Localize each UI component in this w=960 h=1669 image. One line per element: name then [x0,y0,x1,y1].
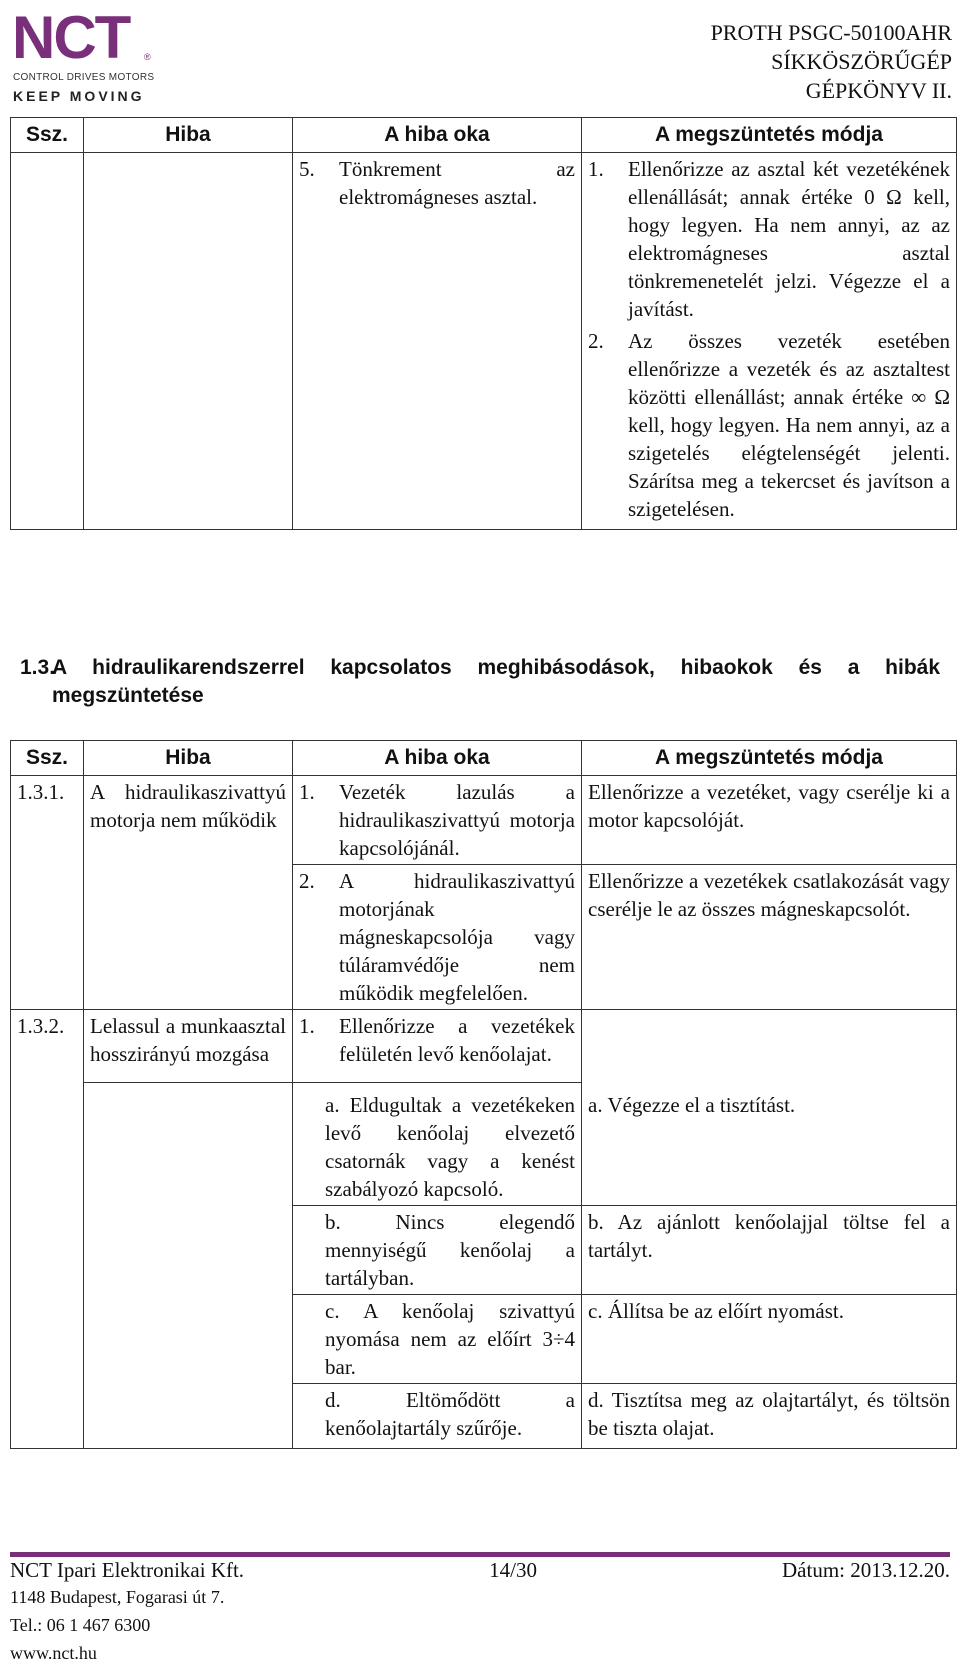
cell-cause [293,153,582,530]
table-row [11,776,957,865]
document-title-line3: GÉPKÖNYV II. [805,78,952,103]
logo-tagline: KEEP MOVING [13,88,145,104]
footer-address: 1148 Budapest, Fogarasi út 7. [10,1587,225,1607]
section-title: A hidraulikarendszerrel kapcsolatos meghibásodások, hibaokok és a hibák megszüntetése [52,656,940,707]
cell-cause: d. Eltömődött a kenőolajtartály szűrője. [293,1384,582,1449]
header-hiba: Hiba [84,741,293,776]
table-row [11,865,957,1010]
table-header-row [11,741,957,776]
document-title-line1: PROTH PSGC-50100AHR [710,20,952,45]
document-title-line2: SÍKKÖSZÖRŰGÉP [771,49,952,74]
cell-hiba: Lelassul a munkaasztal hosszirányú mozgása [84,1010,293,1083]
cell-ssz [11,1083,84,1449]
cell-hiba [84,153,293,530]
fix-number-1: 1. [588,157,604,181]
cell-fix [582,153,957,530]
logo-registered-mark: ® [144,52,151,62]
header-megszuntetes: A megszüntetés módja [582,118,957,153]
header-hiba-oka: A hiba oka [293,118,582,153]
document-title [711,18,952,105]
cell-ssz [11,153,84,530]
cause-number: 2. [299,869,315,893]
section-number: 1.3. [20,656,56,679]
cause-number: 1. [299,780,315,804]
footer-rule [10,1552,950,1557]
cell-fix: Ellenőrizze a vezetékek csatlakozását vagy cserélje le az összes mágneskapcsolót. [582,865,957,1010]
cell-fix [582,1010,957,1083]
table-row [11,1083,957,1206]
table-header-row [11,118,957,153]
cell-cause [293,1010,582,1083]
cell-cause: b. Nincs elegendő mennyiségű kenőolaj a tartályban. [293,1206,582,1295]
footer-company: NCT Ipari Elektronikai Kft. [10,1558,245,1582]
troubleshooting-table-2 [10,740,957,1449]
header-megszuntetes: A megszüntetés módja [582,741,957,776]
cell-ssz: 1.3.2. [11,1010,84,1083]
cell-hiba [84,1083,293,1449]
fix-text-1: Ellenőrizze az asztal két vezetékének ellenállását; annak értéke 0 Ω kell, hogy legyen. Ha nem annyi, az az elektromágneses asztal tönkremenetelét jelzi. Végezze el a javítást. [628,157,950,321]
cell-cause: c. A kenőolaj szivattyú nyomása nem az előírt 3÷4 bar. [293,1295,582,1384]
cell-cause: a. Eldugultak a vezetékeken levő kenőolaj elvezető csatornák vagy a kenést szabályozó kapcsoló. [293,1083,582,1206]
cell-fix: c. Állítsa be az előírt nyomást. [582,1295,957,1384]
header-ssz: Ssz. [11,741,84,776]
table-row [11,1010,957,1083]
cause-text: Tönkrement az elektromágneses asztal. [339,157,575,209]
cell-fix: d. Tisztítsa meg az olajtartályt, és töltsön be tiszta olajat. [582,1384,957,1449]
section-heading [20,654,940,710]
cell-ssz: 1.3.1. [11,776,84,1010]
header-hiba-oka: A hiba oka [293,741,582,776]
page-header [0,0,960,122]
cause-number: 5. [299,157,315,181]
footer-web: www.nct.hu [10,1643,97,1663]
nct-logo [12,4,182,104]
cause-number: 1. [299,1014,315,1038]
cell-fix: b. Az ajánlott kenőolajjal töltse fel a tartályt. [582,1206,957,1295]
troubleshooting-table-1 [10,117,957,530]
cause-text: Vezeték lazulás a hidraulikaszivattyú motorja kapcsolójánál. [339,780,575,860]
cause-text: A hidraulikaszivattyú motorjának mágneskapcsolója vagy túláramvédője nem működik megfelelően. [339,869,575,1005]
header-ssz: Ssz. [11,118,84,153]
cell-cause [293,865,582,1010]
header-hiba: Hiba [84,118,293,153]
fix-number-2: 2. [588,329,604,353]
cell-hiba [84,865,293,1010]
cell-cause [293,776,582,865]
page-footer [10,1558,950,1667]
fix-text-2: Az összes vezeték esetében ellenőrizze a vezeték és az asztaltest közötti ellenállást; annak értéke ∞ Ω kell, hogy legyen. Ha nem annyi, az a szigetelés elégtelenségét jelenti. Szárítsa meg a tekercset és javítson a szigetelésen. [628,329,950,521]
logo-subtitle: CONTROL DRIVES MOTORS [13,72,155,83]
logo-wordmark: NCT [12,4,130,71]
cell-fix: a. Végezze el a tisztítást. [582,1083,957,1206]
cell-fix: Ellenőrizze a vezetéket, vagy cserélje ki a motor kapcsolóját. [582,776,957,865]
table-row [11,153,957,530]
cell-hiba: A hidraulikaszivattyú motorja nem működik [84,776,293,865]
footer-phone: Tel.: 06 1 467 6300 [10,1615,151,1635]
cause-text: Ellenőrizze a vezetékek felületén levő kenőolajat. [339,1014,575,1066]
footer-date: Dátum: 2013.12.20. [782,1558,950,1582]
footer-page-number: 14/30 [489,1558,537,1582]
